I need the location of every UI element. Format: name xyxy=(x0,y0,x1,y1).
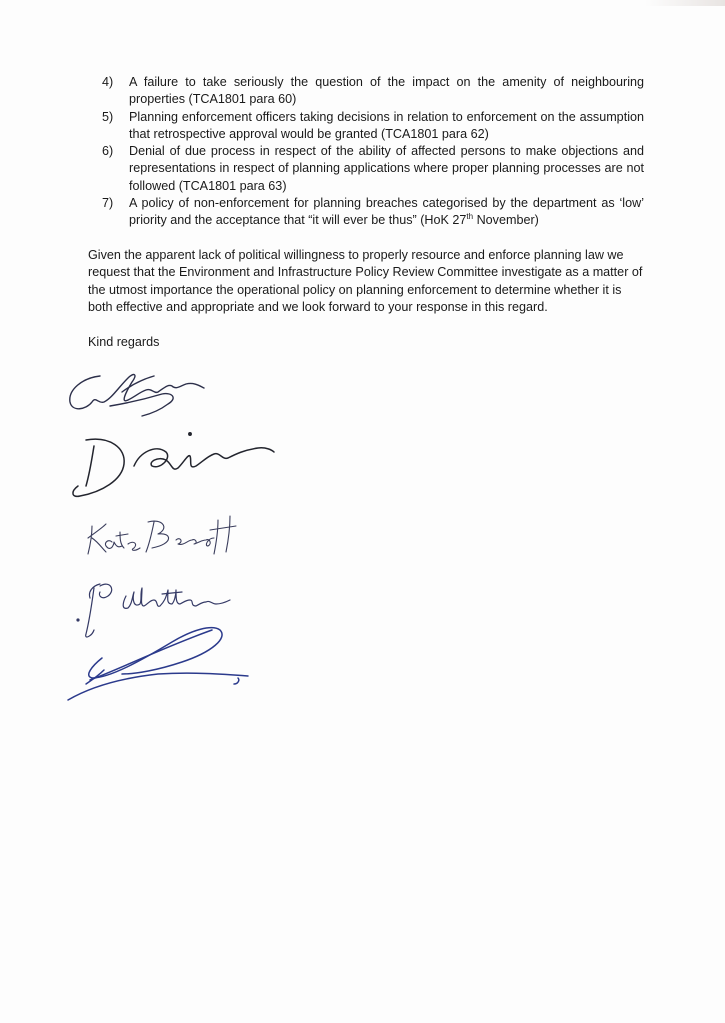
list-item-text xyxy=(129,196,644,227)
signature-2 xyxy=(62,426,277,501)
list-item-text: Planning enforcement officers taking decisions in relation to enforcement on the assumption that retrospective approval would be granted (TCA1801 para 62) xyxy=(129,109,644,141)
closing-salutation: Kind regards xyxy=(88,335,160,349)
ordinal-suffix: th xyxy=(466,212,474,222)
list-item-number: 5) xyxy=(102,109,114,124)
list-item-text: Denial of due process in respect of the ability of affected persons to make objections and representations in respect of planning applications where proper planning processes are not followed (TCA1801 para 63) xyxy=(129,144,644,193)
signature-ink xyxy=(73,433,274,497)
signature-3 xyxy=(84,508,244,560)
signature-1 xyxy=(62,364,212,424)
list-item-text-end: November) xyxy=(473,213,539,228)
scan-edge-shadow xyxy=(645,0,725,6)
concerns-list xyxy=(102,74,644,230)
list-item-number: 4) xyxy=(102,75,114,89)
list-item xyxy=(102,74,644,109)
request-paragraph: Given the apparent lack of political willingness to properly resource and enforce planning law we request that the Environment and Infrastructure Policy Review Committee investigate as a matter of the utmost importance the operational policy on planning enforcement to determine whether it is both effective and appropriate and we look forward to your response in this regard. xyxy=(88,248,643,314)
signature-5 xyxy=(62,618,252,708)
signature-ink xyxy=(68,628,248,700)
list-item xyxy=(102,195,644,230)
list-item xyxy=(102,143,644,195)
list-item-text-main: A policy of non-enforcement for planning breaches categorised by the department as ‘low’ priority and the acceptance that “it will ever be thus” (HoK 27 xyxy=(129,196,644,228)
list-item-text: A failure to take seriously the question of the impact on the amenity of neighbouring properties (TCA1801 para 60) xyxy=(129,75,644,107)
list-item xyxy=(102,109,644,144)
list-item-number: 7) xyxy=(102,196,114,211)
signature-ink xyxy=(88,516,236,554)
list-item-number: 6) xyxy=(102,144,114,159)
signature-ink xyxy=(70,375,204,416)
